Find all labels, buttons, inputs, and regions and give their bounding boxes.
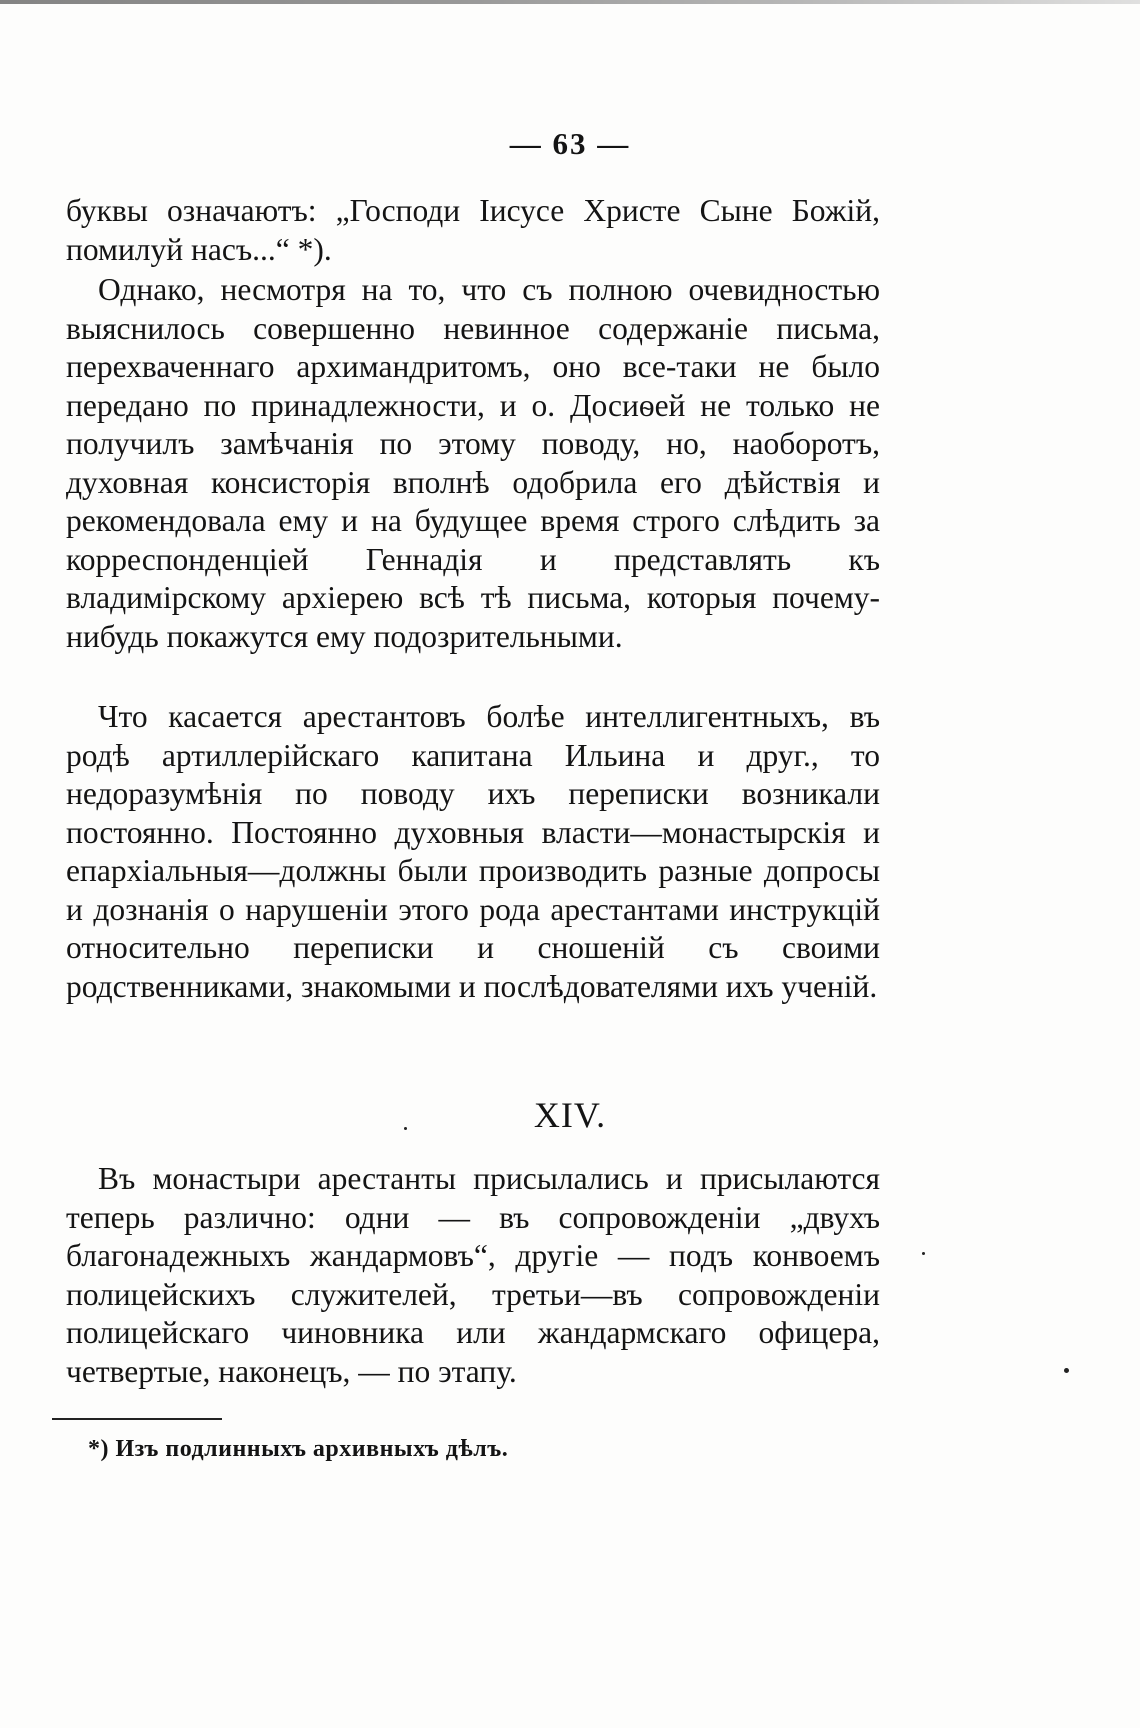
paragraph-text: Однако, несмотря на то, что съ полною очевидностью выяснилось совершенно невинное содержаніе письма, перехваченнаго архимандритомъ, оно все-таки не было передано по принадлежности, и о. Досиѳей не только не получилъ замѣчанія по этому поводу, но, наоборотъ, духовная консисторія вполнѣ одобрила его дѣйствія и рекомендовала ему и на будущее время строго слѣдить за корреспонденціей Геннадія и представлять къ владимірскому архіерею всѣ тѣ письма, которыя почему-нибудь покажутся ему подозрительными.	[66, 272, 880, 654]
page-number: — 63 —	[509, 126, 631, 161]
page-top-edge	[0, 0, 1140, 4]
paragraph-letter-not-delivered	[66, 271, 880, 656]
print-speck	[1064, 1368, 1069, 1373]
print-speck	[404, 1127, 407, 1130]
footnote-divider	[52, 1418, 222, 1420]
paragraph-text: Въ монастыри арестанты присылались и присылаются теперь различно: одни — въ сопровожденіи „двухъ благонадежныхъ жандармовъ“, другіе — подъ конвоемъ полицейскихъ служителей, третьи—въ сопровожденіи полицейскаго чиновника или жандармскаго офицера, четвертые, наконецъ, — по этапу.	[66, 1161, 880, 1389]
footnote: *) Изъ подлинныхъ архивныхъ дѣлъ.	[88, 1436, 509, 1462]
section-heading: XIV.	[533, 1095, 607, 1135]
paragraph-text: буквы означаютъ: „Господи Іисусе Христе Сыне Божій, помилуй насъ...“ *).	[66, 193, 880, 267]
print-speck	[922, 1252, 925, 1255]
paragraph-prisoner-transport	[66, 1160, 880, 1391]
paragraph-continuation	[66, 192, 880, 269]
paragraph-intelligent-prisoners	[66, 698, 880, 1006]
paragraph-text: Что касается арестантовъ болѣе интеллигентныхъ, въ родѣ артиллерійскаго капитана Ильина и друг., то недоразумѣнія по поводу ихъ переписки возникали постоянно. Постоянно духовныя власти—монастырскія и епархіальныя—должны были производить разные допросы и дознанія о нарушеніи этого рода арестантами инструкцій относительно переписки и сношеній съ своими родственниками, знакомыми и послѣдователями ихъ ученій.	[66, 699, 880, 1004]
